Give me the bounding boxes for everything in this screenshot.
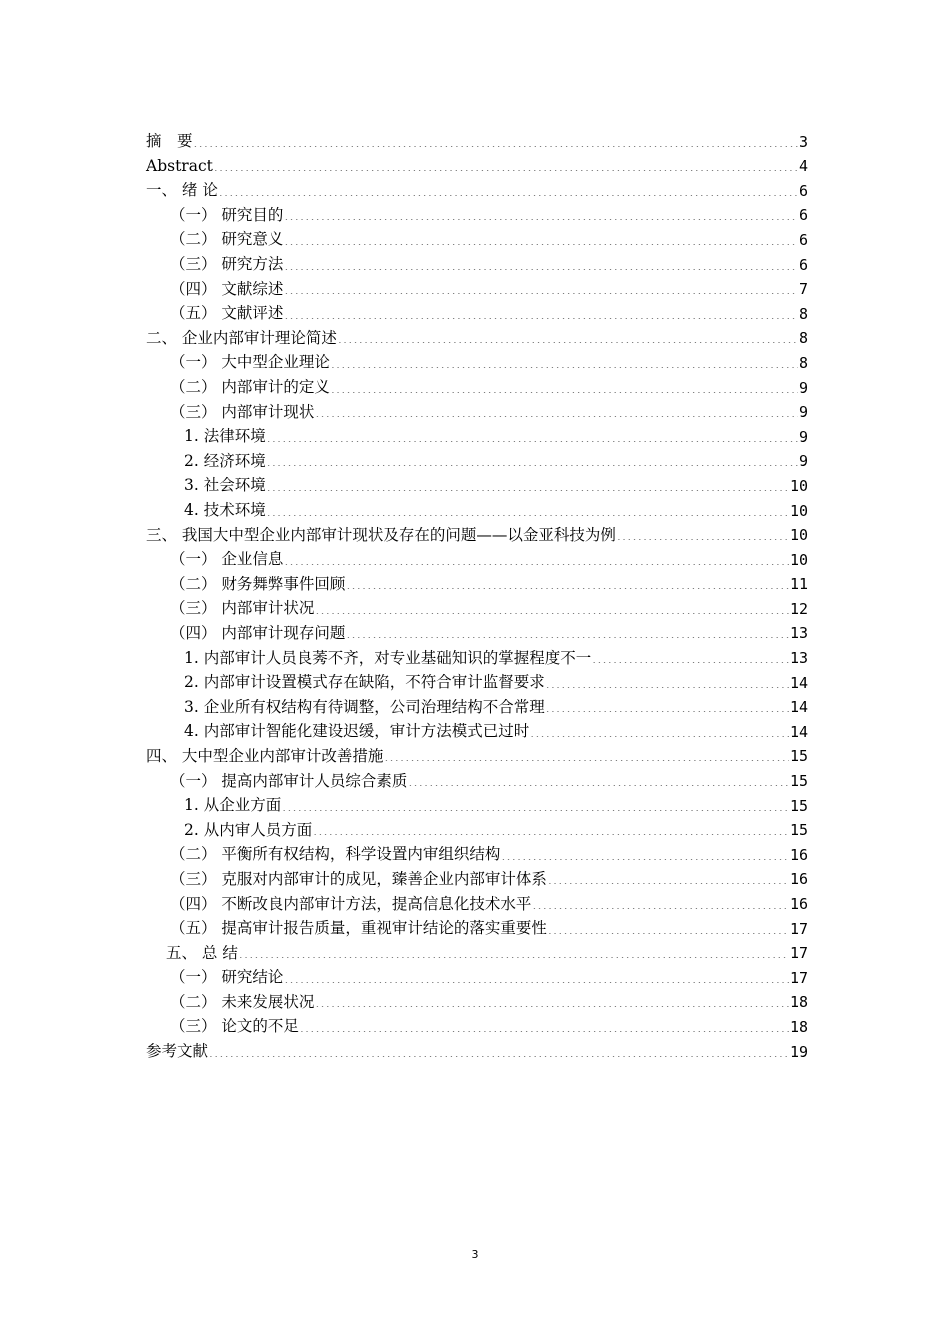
toc-entry[interactable] <box>146 838 808 863</box>
toc-dot-leader <box>315 602 789 614</box>
toc-entry-title: 1. 从企业方面 <box>184 796 282 815</box>
toc-dot-leader <box>546 700 789 712</box>
table-of-contents <box>146 125 808 1060</box>
toc-entry-title: （一） 提高内部审计人员综合素质 <box>170 771 408 790</box>
toc-entry-title: （三） 研究方法 <box>170 255 284 274</box>
toc-dot-leader <box>346 577 789 589</box>
toc-entry[interactable] <box>146 568 808 593</box>
toc-dot-leader <box>408 774 789 786</box>
toc-entry-page: 8 <box>798 304 808 323</box>
toc-dot-leader <box>315 995 789 1007</box>
toc-entry[interactable] <box>146 863 808 888</box>
toc-dot-leader <box>592 651 789 663</box>
toc-entry-title: （二） 平衡所有权结构，科学设置内审组织结构 <box>170 845 501 864</box>
toc-entry-page: 8 <box>798 353 808 372</box>
toc-entry-page: 9 <box>798 427 808 446</box>
toc-dot-leader <box>284 208 798 220</box>
toc-entry[interactable] <box>146 789 808 814</box>
toc-entry-title: （三） 论文的不足 <box>170 1017 299 1036</box>
toc-dot-leader <box>267 430 798 442</box>
toc-dot-leader <box>313 823 789 835</box>
toc-entry[interactable] <box>146 248 808 273</box>
toc-entry-page: 16 <box>789 895 808 913</box>
toc-entry[interactable] <box>146 297 808 322</box>
toc-entry[interactable] <box>146 445 808 470</box>
toc-entry[interactable] <box>146 912 808 937</box>
toc-entry-title: （三） 内部审计现状 <box>170 402 315 421</box>
toc-entry[interactable] <box>146 1035 808 1060</box>
toc-dot-leader <box>284 307 798 319</box>
toc-entry-title: 2. 经济环境 <box>184 451 266 470</box>
toc-entry-page: 10 <box>789 550 808 569</box>
toc-entry-page: 10 <box>789 526 808 545</box>
toc-entry-title: 二、 企业内部审计理论简述 <box>146 328 337 347</box>
toc-entry-title: 3. 社会环境 <box>184 476 266 495</box>
toc-entry-title: 三、 我国大中型企业内部审计现状及存在的问题——以金亚科技为例 <box>146 525 616 544</box>
toc-dot-leader <box>532 897 789 909</box>
toc-entry[interactable] <box>146 199 808 224</box>
toc-entry-title: （三） 克服对内部审计的成见，臻善企业内部审计体系 <box>170 869 547 888</box>
toc-entry[interactable] <box>146 764 808 789</box>
toc-entry[interactable] <box>146 273 808 298</box>
toc-entry[interactable] <box>146 986 808 1011</box>
toc-entry[interactable] <box>146 887 808 912</box>
toc-entry[interactable] <box>146 666 808 691</box>
toc-dot-leader <box>548 872 789 884</box>
toc-dot-leader <box>219 184 798 196</box>
toc-dot-leader <box>546 676 789 688</box>
toc-dot-leader <box>346 626 789 638</box>
toc-entry-title: （一） 大中型企业理论 <box>170 353 330 372</box>
toc-entry-title: 参考文献 <box>146 1042 209 1061</box>
toc-entry-title: 1. 法律环境 <box>184 427 266 446</box>
toc-entry[interactable] <box>146 519 808 544</box>
toc-entry[interactable] <box>146 1010 808 1035</box>
toc-dot-leader <box>530 725 789 737</box>
toc-dot-leader <box>384 749 789 761</box>
toc-entry[interactable] <box>146 543 808 568</box>
toc-entry-title: （四） 内部审计现存问题 <box>170 623 346 642</box>
toc-dot-leader <box>284 233 798 245</box>
toc-dot-leader <box>300 1020 789 1032</box>
toc-dot-leader <box>331 356 798 368</box>
toc-entry[interactable] <box>146 494 808 519</box>
toc-entry[interactable] <box>146 346 808 371</box>
toc-entry-page: 11 <box>789 575 808 594</box>
toc-dot-leader <box>284 971 789 983</box>
toc-entry-title: （二） 财务舞弊事件回顾 <box>170 574 346 593</box>
toc-dot-leader <box>338 331 798 343</box>
toc-dot-leader <box>194 135 798 147</box>
toc-entry-title: Abstract <box>146 156 213 175</box>
toc-entry-page: 8 <box>798 329 808 348</box>
toc-entry-title: 一、 绪 论 <box>146 181 218 200</box>
toc-entry-title: 四、 大中型企业内部审计改善措施 <box>146 746 384 765</box>
toc-entry[interactable] <box>146 592 808 617</box>
toc-dot-leader <box>282 799 789 811</box>
toc-entry-page: 10 <box>789 501 808 520</box>
toc-dot-leader <box>267 479 789 491</box>
toc-entry-title: （五） 提高审计报告质量，重视审计结论的落实重要性 <box>170 919 547 938</box>
toc-entry-page: 4 <box>798 157 808 176</box>
toc-entry-page: 17 <box>789 944 808 963</box>
toc-entry[interactable] <box>146 961 808 986</box>
toc-entry-page: 3 <box>798 132 808 151</box>
toc-entry[interactable] <box>146 814 808 839</box>
toc-entry-page: 10 <box>789 476 808 495</box>
toc-entry-title: 2. 从内审人员方面 <box>184 820 313 839</box>
toc-entry-page: 19 <box>789 1042 808 1061</box>
toc-entry-title: 4. 内部审计智能化建设迟缓，审计方法模式已过时 <box>184 722 530 741</box>
toc-entry-page: 14 <box>789 698 808 717</box>
toc-dot-leader <box>617 528 789 540</box>
toc-entry-title: 1. 内部审计人员良莠不齐，对专业基础知识的掌握程度不一 <box>184 648 592 667</box>
toc-dot-leader <box>315 405 798 417</box>
toc-entry-page: 9 <box>798 452 808 471</box>
toc-entry-page: 6 <box>798 230 808 249</box>
toc-entry-page: 13 <box>789 649 808 668</box>
toc-entry-page: 15 <box>789 821 808 840</box>
toc-entry[interactable] <box>146 691 808 716</box>
toc-entry-title: 3. 企业所有权结构有待调整，公司治理结构不合常理 <box>184 697 545 716</box>
toc-dot-leader <box>209 1045 789 1057</box>
toc-entry-page: 18 <box>789 1017 808 1036</box>
toc-entry-title: 2. 内部审计设置模式存在缺陷，不符合审计监督要求 <box>184 673 545 692</box>
toc-dot-leader <box>501 848 789 860</box>
toc-dot-leader <box>284 258 798 270</box>
toc-entry[interactable] <box>146 396 808 421</box>
toc-entry[interactable] <box>146 715 808 740</box>
toc-entry-title: （一） 研究目的 <box>170 205 284 224</box>
toc-entry[interactable] <box>146 125 808 150</box>
toc-entry-title: 4. 技术环境 <box>184 501 266 519</box>
toc-entry-page: 17 <box>789 919 808 938</box>
toc-dot-leader <box>331 381 798 393</box>
toc-entry-page: 13 <box>789 624 808 643</box>
toc-entry-title: （三） 内部审计状况 <box>170 599 315 618</box>
toc-entry-title: （一） 研究结论 <box>170 968 284 987</box>
toc-entry-title: （一） 企业信息 <box>170 550 284 569</box>
toc-entry-title: （四） 文献综述 <box>170 279 284 298</box>
toc-dot-leader <box>239 946 789 958</box>
toc-entry-title: （二） 未来发展状况 <box>170 992 315 1011</box>
toc-entry[interactable] <box>146 322 808 347</box>
page-number: 3 <box>471 1248 479 1261</box>
toc-entry-page: 16 <box>789 845 808 864</box>
toc-entry-page: 15 <box>789 796 808 815</box>
toc-dot-leader <box>267 454 798 466</box>
toc-entry-page: 6 <box>798 206 808 225</box>
toc-entry-page: 15 <box>789 772 808 791</box>
toc-entry-page: 18 <box>789 993 808 1012</box>
toc-entry-page: 17 <box>789 968 808 987</box>
toc-dot-leader <box>267 504 789 516</box>
toc-entry-page: 6 <box>798 255 808 274</box>
toc-entry-page: 6 <box>798 181 808 200</box>
toc-entry[interactable] <box>146 740 808 765</box>
toc-entry-title: （五） 文献评述 <box>170 304 284 323</box>
toc-entry[interactable] <box>146 641 808 666</box>
toc-dot-leader <box>548 922 789 934</box>
toc-entry[interactable] <box>146 223 808 248</box>
toc-entry-page: 14 <box>789 673 808 692</box>
toc-entry-page: 16 <box>789 870 808 889</box>
toc-entry-page: 14 <box>789 722 808 741</box>
toc-entry[interactable] <box>146 617 808 642</box>
toc-entry-page: 12 <box>789 599 808 618</box>
toc-entry-title: 五、 总 结 <box>166 943 238 962</box>
toc-entry[interactable] <box>146 420 808 445</box>
toc-entry-title: （二） 内部审计的定义 <box>170 378 330 397</box>
toc-dot-leader <box>284 553 789 565</box>
toc-entry[interactable] <box>146 937 808 962</box>
toc-dot-leader <box>214 159 798 171</box>
toc-entry-page: 15 <box>789 747 808 766</box>
toc-dot-leader <box>284 282 798 294</box>
toc-entry-page: 9 <box>798 403 808 422</box>
toc-entry[interactable] <box>146 150 808 175</box>
toc-entry-title: （四） 不断改良内部审计方法，提高信息化技术水平 <box>170 894 532 913</box>
toc-entry[interactable] <box>146 469 808 494</box>
toc-entry-page: 9 <box>798 378 808 397</box>
toc-entry[interactable] <box>146 174 808 199</box>
toc-entry-title: 摘 要 <box>146 132 193 151</box>
toc-entry-title: （二） 研究意义 <box>170 230 284 249</box>
toc-entry[interactable] <box>146 371 808 396</box>
toc-entry-page: 7 <box>798 280 808 299</box>
